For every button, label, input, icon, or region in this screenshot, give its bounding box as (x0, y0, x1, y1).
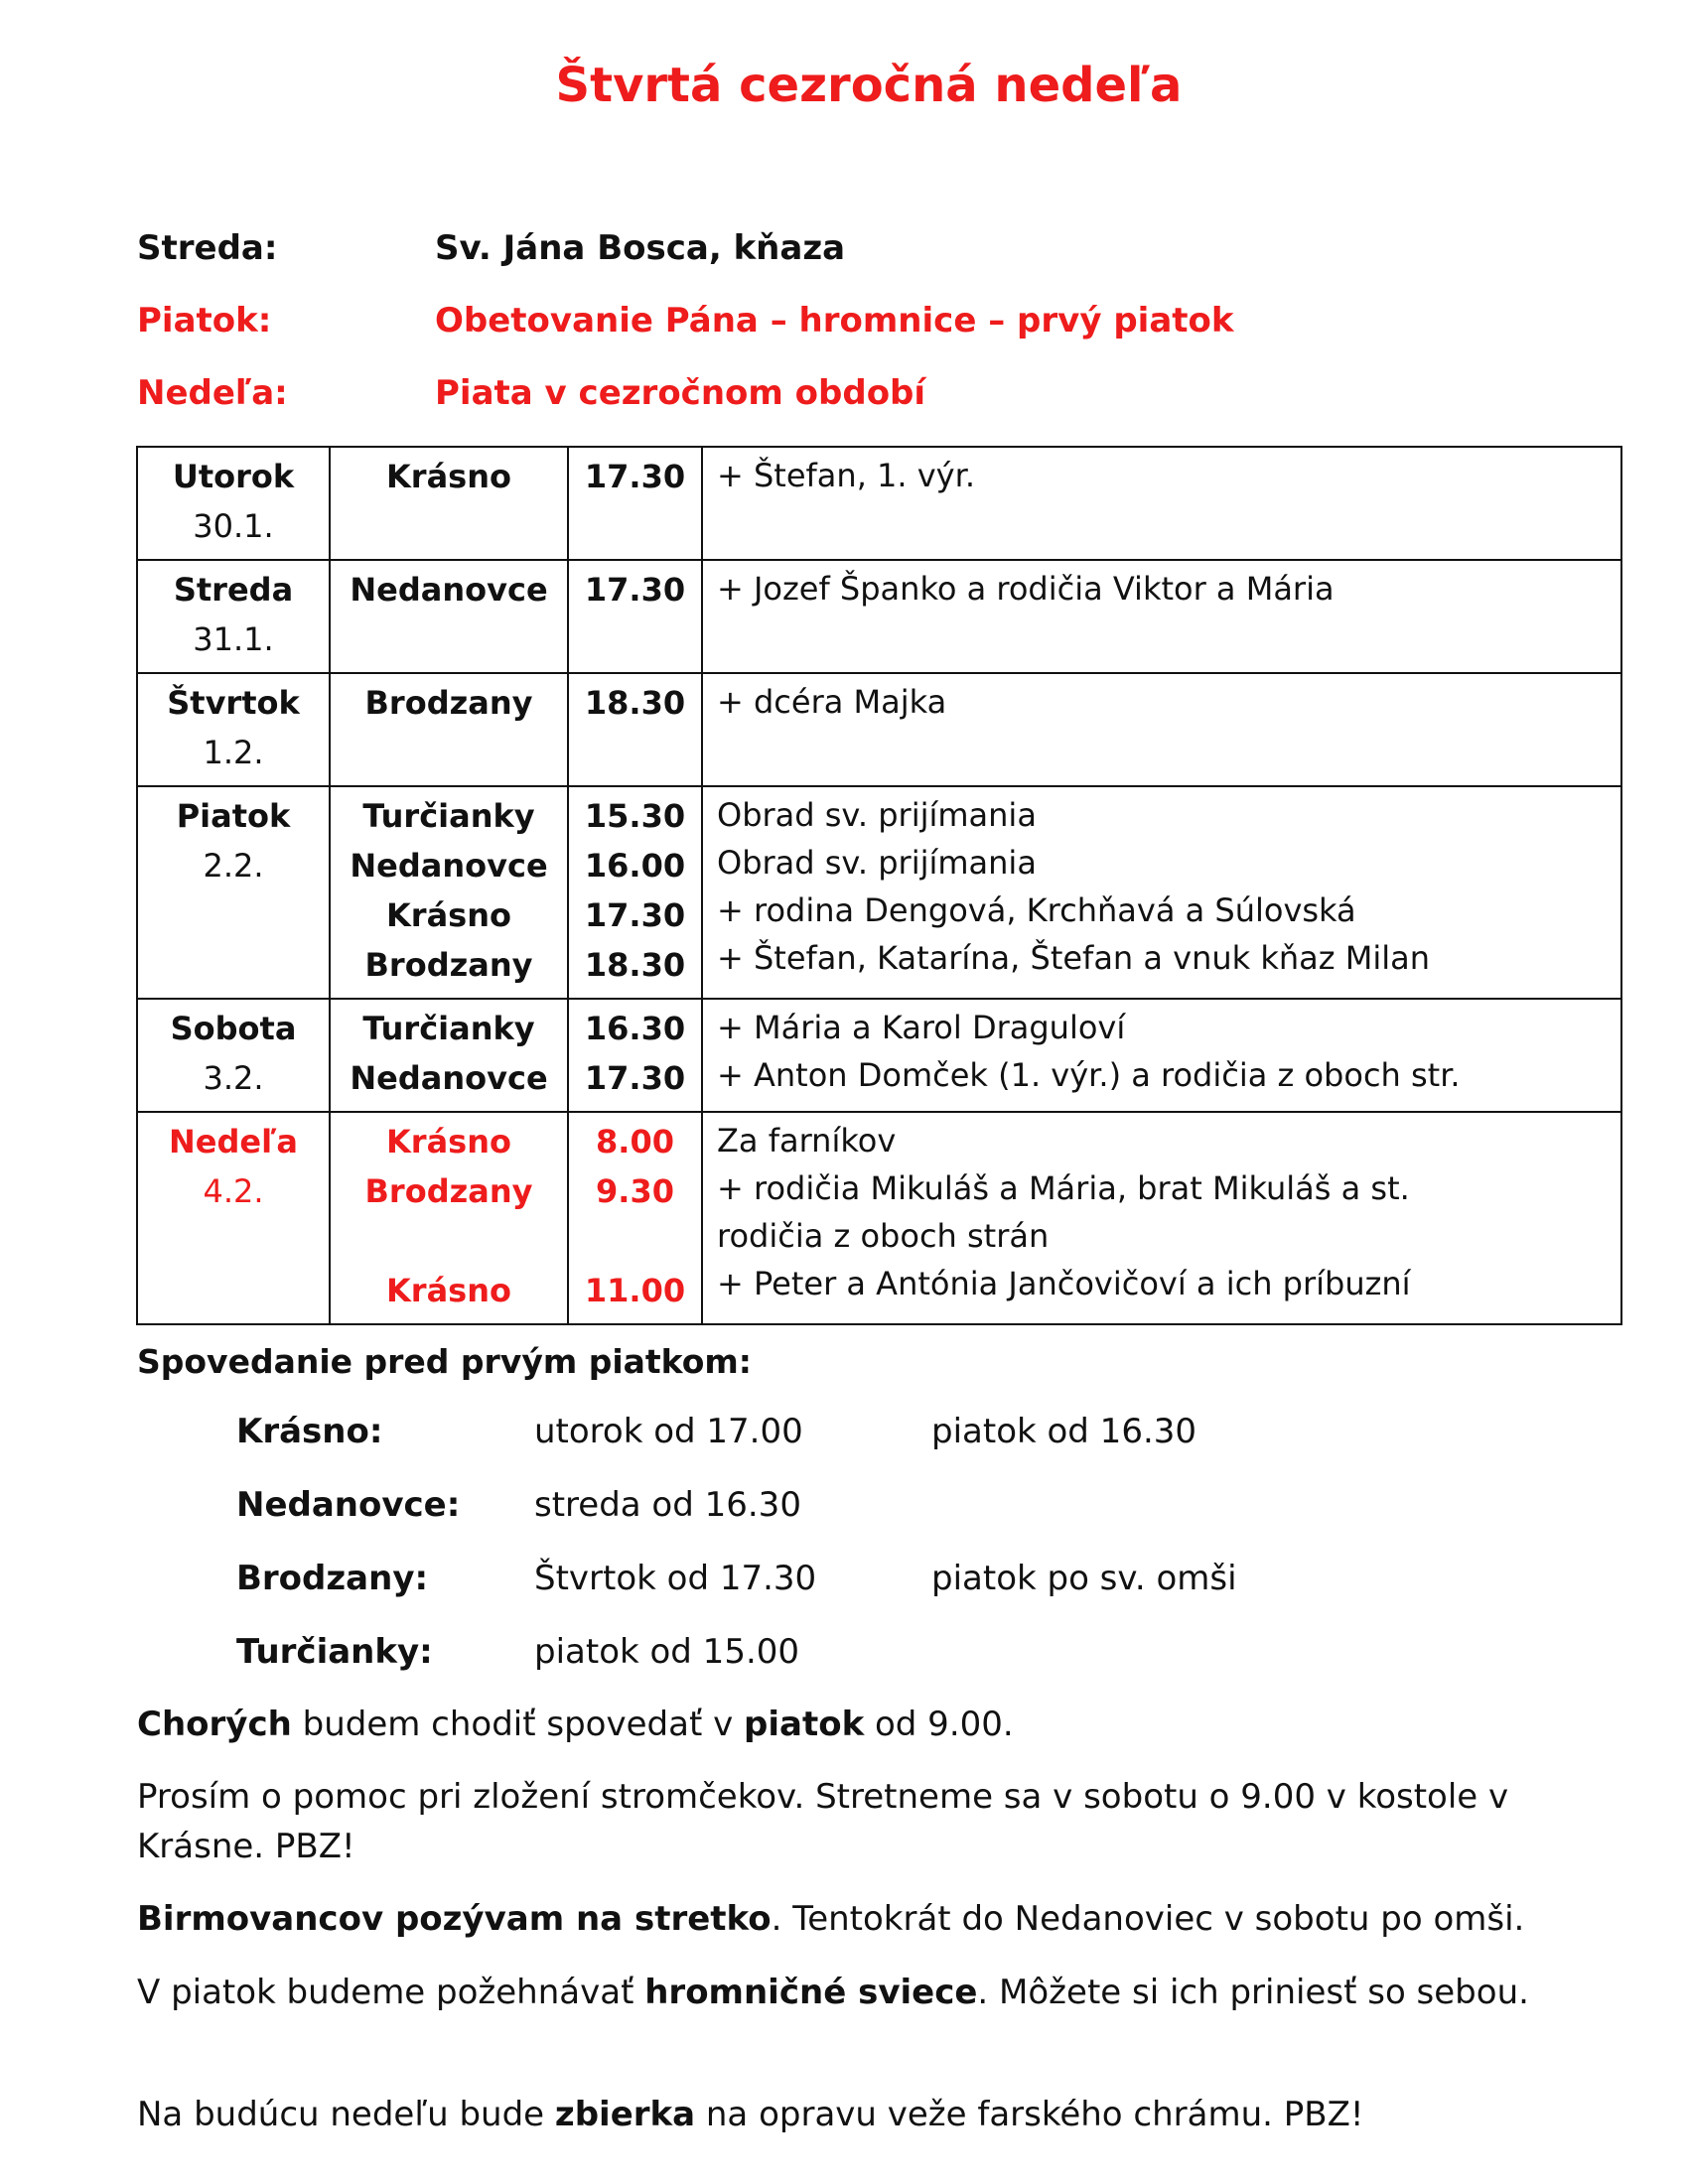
day-date: 31.1. (193, 620, 274, 658)
text: . Môžete si ich priniesť so sebou. (977, 1973, 1529, 2012)
bold-text: piatok (744, 1705, 865, 1744)
mass-intention: + Mária a Karol Draguloví (717, 1009, 1126, 1046)
text: na opravu veže farského chrámu. PBZ! (695, 2095, 1364, 2134)
bold-text: zbierka (554, 2095, 696, 2134)
place-name: Krásno (386, 1272, 511, 1309)
day-name: Štvrtok (167, 684, 300, 722)
schedule-intention-cell (702, 786, 1621, 999)
schedule-row (137, 560, 1621, 673)
day-name: Utorok (172, 458, 295, 495)
mass-time: 15.30 (584, 797, 686, 835)
mass-time: 17.30 (584, 1059, 686, 1097)
schedule-intention-cell (702, 1112, 1621, 1324)
schedule-intention-cell (702, 447, 1621, 560)
schedule-row (137, 1112, 1621, 1324)
mass-time: 18.30 (584, 684, 686, 722)
mass-time: 16.30 (584, 1010, 686, 1047)
day-name: Sobota (170, 1010, 297, 1047)
schedule-place-cell (330, 786, 568, 999)
schedule-place-cell (330, 560, 568, 673)
place-name: Brodzany (364, 946, 533, 984)
text: budem chodiť spovedať v (291, 1705, 745, 1744)
schedule-intention-cell (702, 560, 1621, 673)
mass-time: 17.30 (584, 571, 686, 609)
schedule-day-cell (137, 673, 330, 786)
mass-time: 16.00 (584, 847, 686, 885)
announcement-confirmands (137, 1894, 1602, 1944)
day-name: Piatok (176, 797, 291, 835)
feast-day-label: Piatok: (137, 301, 272, 341)
confession-time: piatok od 15.00 (534, 1632, 800, 1672)
schedule-day-cell (137, 560, 330, 673)
confession-time: piatok od 16.30 (931, 1412, 1197, 1451)
schedule-row (137, 786, 1621, 999)
feast-description: Piata v cezročnom období (435, 373, 926, 413)
mass-intention: + Jozef Španko a rodičia Viktor a Mária (717, 570, 1335, 608)
mass-intention: Za farníkov (717, 1122, 897, 1160)
schedule-day-cell (137, 447, 330, 560)
text: od 9.00. (864, 1705, 1014, 1744)
mass-intention: + Štefan, Katarína, Štefan a vnuk kňaz Milan (717, 939, 1431, 977)
confession-time: Štvrtok od 17.30 (534, 1559, 817, 1598)
place-name: Krásno (386, 1123, 511, 1160)
mass-intention: + rodičia Mikuláš a Mária, brat Mikuláš a st. (717, 1169, 1410, 1207)
mass-intention: Obrad sv. prijímania (717, 796, 1037, 834)
place-name: Brodzany (364, 1172, 533, 1210)
text: V piatok budeme požehnávať (137, 1973, 645, 2012)
mass-intention: + Štefan, 1. výr. (717, 457, 975, 494)
schedule-day-cell (137, 999, 330, 1112)
schedule-time-cell (568, 447, 702, 560)
place-name: Turčianky (362, 1010, 535, 1047)
feast-day-label: Streda: (137, 228, 278, 268)
mass-intention: + dcéra Majka (717, 683, 947, 721)
feast-description: Obetovanie Pána – hromnice – prvý piatok (435, 301, 1234, 341)
mass-time: 18.30 (584, 946, 686, 984)
place-name: Brodzany (364, 684, 533, 722)
confession-title: Spovedanie pred prvým piatkom: (137, 1342, 752, 1381)
mass-intention: + Peter a Antónia Jančovičoví a ich príbuzní (717, 1265, 1411, 1302)
announcement-trees: Prosím o pomoc pri zložení stromčekov. Stretneme sa v sobotu o 9.00 v kostole v Krásne. PBZ! (137, 1777, 1509, 1866)
schedule-intention-cell (702, 999, 1621, 1112)
schedule-place-cell (330, 1112, 568, 1324)
schedule-day-cell (137, 786, 330, 999)
place-name: Turčianky (362, 797, 535, 835)
day-date: 4.2. (203, 1172, 264, 1210)
place-name: Nedanovce (350, 1059, 548, 1097)
mass-intention: + Anton Domček (1. výr.) a rodičia z oboch str. (717, 1056, 1461, 1094)
text: . Tentokrát do Nedanoviec v sobotu po omši. (771, 1899, 1525, 1939)
mass-time: 8.00 (596, 1123, 674, 1160)
place-name: Nedanovce (350, 571, 548, 609)
schedule-day-cell (137, 1112, 330, 1324)
feast-day-label: Nedeľa: (137, 373, 288, 413)
confession-place: Krásno: (236, 1412, 383, 1451)
bold-text: hromničné sviece (644, 1973, 978, 2012)
day-date: 3.2. (203, 1059, 264, 1097)
schedule-row (137, 447, 1621, 560)
mass-intention: Obrad sv. prijímania (717, 844, 1037, 882)
confession-place: Brodzany: (236, 1559, 429, 1598)
schedule-place-cell (330, 673, 568, 786)
text: Na budúcu nedeľu bude (137, 2095, 555, 2134)
schedule-time-cell (568, 786, 702, 999)
mass-time: 17.30 (584, 458, 686, 495)
day-date: 1.2. (203, 734, 264, 771)
place-name: Krásno (386, 896, 511, 934)
feast-description: Sv. Jána Bosca, kňaza (435, 228, 846, 268)
schedule-place-cell (330, 999, 568, 1112)
schedule-row (137, 673, 1621, 786)
schedule-time-cell (568, 999, 702, 1112)
schedule-time-cell (568, 1112, 702, 1324)
confession-time: utorok od 17.00 (534, 1412, 803, 1451)
bold-text: Birmovancov pozývam na stretko (137, 1899, 772, 1939)
confession-time: streda od 16.30 (534, 1485, 801, 1525)
mass-intention: rodičia z oboch strán (717, 1217, 1050, 1255)
page-title: Štvrtá cezročná nedeľa (555, 58, 1183, 113)
confession-time: piatok po sv. omši (931, 1559, 1237, 1598)
schedule-time-cell (568, 560, 702, 673)
mass-time: 11.00 (584, 1272, 686, 1309)
mass-time: 17.30 (584, 896, 686, 934)
confession-place: Turčianky: (236, 1632, 433, 1672)
place-name: Nedanovce (350, 847, 548, 885)
announcement-collection (137, 2090, 1602, 2139)
confession-place: Nedanovce: (236, 1485, 461, 1525)
day-date: 30.1. (193, 507, 274, 545)
mass-time (577, 1216, 693, 1266)
announcement-candles (137, 1968, 1602, 2017)
schedule-row (137, 999, 1621, 1112)
announcement-sick (137, 1700, 1602, 1749)
schedule-time-cell (568, 673, 702, 786)
mass-intention: + rodina Dengová, Krchňavá a Súlovská (717, 891, 1356, 929)
place-name: Krásno (386, 458, 511, 495)
mass-schedule-table (136, 446, 1622, 1325)
mass-time: 9.30 (596, 1172, 674, 1210)
schedule-place-cell (330, 447, 568, 560)
schedule-intention-cell (702, 673, 1621, 786)
day-name: Nedeľa (168, 1123, 299, 1160)
day-date: 2.2. (203, 847, 264, 885)
place-name (339, 1216, 559, 1266)
bold-text: Chorých (137, 1705, 292, 1744)
day-name: Streda (173, 571, 294, 609)
